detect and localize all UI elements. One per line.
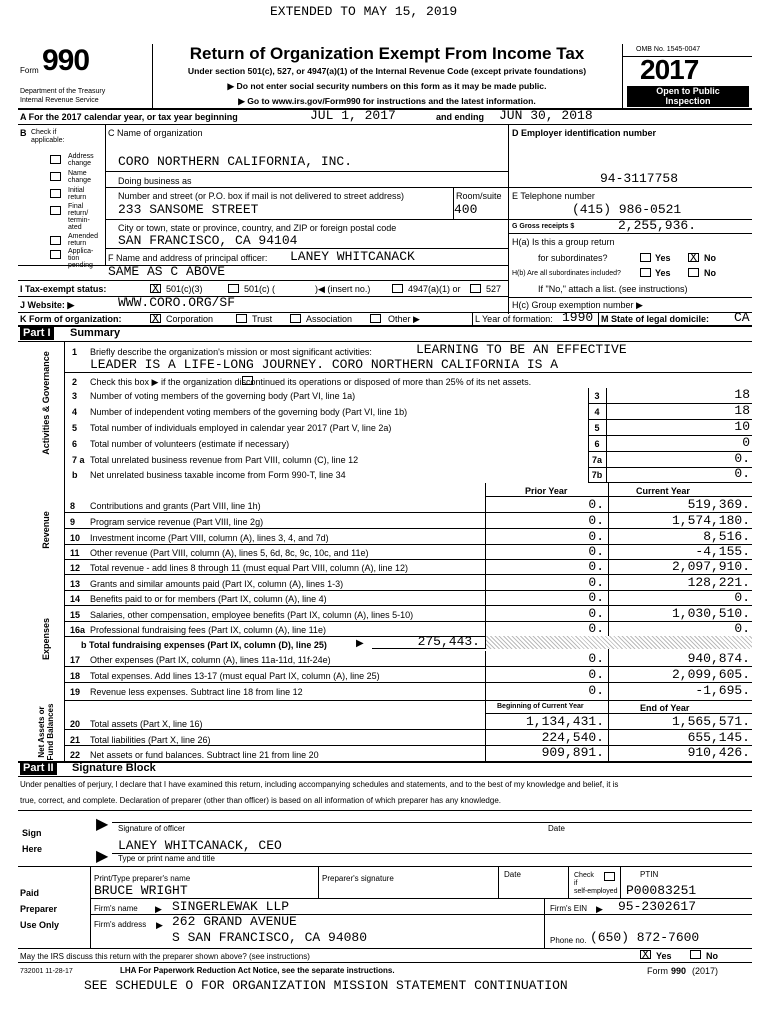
fin-line-current: 1,030,510.: [671, 606, 750, 621]
application-pending-label: Applica- tion pending: [68, 248, 94, 269]
sign-label: Sign: [22, 828, 42, 838]
lha-notice: LHA For Paperwork Reduction Act Notice, see the separate instructions.: [120, 966, 395, 975]
group-return-yes-label: Yes: [655, 253, 671, 263]
status-4947-checkbox[interactable]: [392, 284, 403, 293]
fin-line-num: 9: [70, 517, 76, 527]
subordinates-yes-label: Yes: [655, 268, 671, 278]
fin-line-label: Program service revenue (Part VIII, line 2g): [90, 517, 264, 527]
net-line-num: 22: [70, 750, 81, 760]
gov-line-box: 7b: [591, 470, 603, 480]
phone-no-label: Phone no.: [550, 936, 587, 945]
beg-year-header: Beginning of Current Year: [497, 703, 584, 710]
fin-line-prior: 0.: [588, 621, 604, 636]
gov-line-value: 18: [734, 403, 750, 418]
fin-line-num: 11: [70, 548, 80, 558]
footer-form-year: (2017): [692, 966, 719, 976]
net-line-end: 1,565,571.: [671, 714, 750, 729]
tax-exempt-status-label: I Tax-exempt status:: [20, 284, 107, 294]
form-number: 990: [42, 44, 90, 77]
and-ending-label: and ending: [436, 112, 484, 122]
other-org-checkbox[interactable]: [370, 314, 381, 323]
principal-officer: LANEY WHITCANACK: [290, 249, 415, 264]
fin-line-label: Grants and similar amounts paid (Part IX, column (A), lines 1-3): [90, 579, 344, 589]
dept-irs: Internal Revenue Service: [20, 97, 99, 104]
fin-line-num: 16a: [70, 625, 86, 635]
ssn-warning: ▶ Do not enter social security numbers on this form as it may be made public.: [227, 81, 547, 91]
year-formation-label: L Year of formation:: [475, 314, 553, 324]
net-line-end: 910,426.: [687, 745, 750, 760]
gov-line-value: 0: [742, 435, 750, 450]
fin-line-label: Benefits paid to or for members (Part IX, column (A), line 4): [90, 594, 327, 604]
fin-line-current: 128,221.: [687, 575, 750, 590]
form-title: Return of Organization Exempt From Income Tax: [189, 44, 585, 63]
net-line-label: Total liabilities (Part X, line 26): [90, 735, 211, 745]
address-arrow-icon: ▶: [156, 920, 163, 930]
fin-line-label: Contributions and grants (Part VIII, line 1h): [90, 501, 261, 511]
fin-line-prior: 0.: [588, 575, 604, 590]
trust-checkbox[interactable]: [236, 314, 247, 323]
state-domicile-label: M State of legal domicile:: [601, 314, 710, 324]
city-label: City or town, state or province, country, and ZIP or foreign postal code: [118, 223, 397, 233]
city-state-zip: SAN FRANCISCO, CA 94104: [118, 233, 298, 248]
preparer-ptin: P00083251: [626, 883, 697, 898]
status-501c3-label: 501(c)(3): [166, 284, 203, 294]
part2-tag: Part II: [20, 762, 57, 775]
fin-line-num: 8: [70, 501, 76, 511]
fin-line-num: 17: [70, 655, 81, 665]
corporation-checkbox[interactable]: X: [151, 312, 160, 326]
status-501c-checkbox[interactable]: [228, 284, 239, 293]
fin-line-num: 12: [70, 563, 81, 573]
fin-line-label: Total expenses. Add lines 13-17 (must equal Part IX, column (A), line 25): [90, 671, 380, 681]
fin-line-num: 10: [70, 533, 81, 543]
initial-return-label: Initial return: [68, 187, 87, 201]
mission-line1: LEARNING TO BE AN EFFECTIVE: [416, 342, 627, 357]
signature-officer-label: Signature of officer: [118, 824, 186, 833]
fin-line-num: 19: [70, 687, 81, 697]
irs-link: ▶ Go to www.irs.gov/Form990 for instructions and the latest information.: [238, 96, 536, 106]
net-line-label: Total assets (Part X, line 16): [90, 719, 203, 729]
gov-line-value: 0.: [734, 466, 750, 481]
officer-address: SAME AS C ABOVE: [108, 264, 226, 279]
fin-line-prior: 0.: [588, 667, 604, 682]
side-label-net-assets: Net Assets or Fund Balances: [37, 703, 55, 761]
preparer-name: BRUCE WRIGHT: [94, 883, 188, 898]
state-domicile: CA: [734, 310, 750, 325]
dba-label: Doing business as: [118, 176, 192, 186]
website-value: WWW.CORO.ORG/SF: [118, 295, 236, 310]
part1-title: Summary: [70, 327, 121, 339]
fin-line-current: -4,155.: [695, 544, 750, 559]
gov-line-label: Number of voting members of the governing body (Part VI, line 1a): [90, 391, 356, 401]
use-only-label: Use Only: [20, 920, 60, 930]
footer-form-number: 990: [671, 966, 687, 976]
fin-line-label: Revenue less expenses. Subtract line 18 from line 12: [90, 687, 303, 697]
fin-line-num: 18: [70, 671, 81, 681]
fin-line-label: Salaries, other compensation, employee benefits (Part IX, column (A), lines 5-10): [90, 610, 414, 620]
association-checkbox[interactable]: [290, 314, 301, 323]
subordinates-yes-checkbox[interactable]: [640, 268, 651, 277]
firm-ein: 95-2302617: [618, 899, 697, 914]
preparer-name-label: Print/Type preparer's name: [94, 874, 191, 883]
discuss-no-checkbox[interactable]: [690, 950, 701, 959]
gov-line-value: 18: [734, 387, 750, 402]
year-formation: 1990: [562, 310, 594, 325]
fin-line-label: Investment income (Part VIII, column (A), lines 3, 4, and 7d): [90, 533, 329, 543]
street-address: 233 SANSOME STREET: [118, 202, 259, 217]
application-pending-checkbox[interactable]: [50, 250, 61, 259]
form-code: 732001 11-28-17: [20, 968, 73, 975]
fin-line-prior: 0.: [588, 606, 604, 621]
website-label: J Website: ▶: [20, 300, 75, 310]
extension-note: EXTENDED TO MAY 15, 2019: [270, 4, 458, 19]
line1-label: Briefly describe the organization's mission or most significant activities:: [90, 347, 372, 357]
discontinued-checkbox[interactable]: [242, 376, 253, 385]
preparer-label: Preparer: [20, 904, 58, 914]
part2-title: Signature Block: [72, 762, 156, 774]
fin-line-prior: 0.: [588, 590, 604, 605]
fin-line-prior: 0.: [588, 497, 604, 512]
side-label-governance: Activities & Governance: [41, 351, 51, 455]
ein-label: D Employer identification number: [512, 128, 657, 138]
name-change-checkbox[interactable]: [50, 172, 61, 181]
net-line-end: 655,145.: [687, 730, 750, 745]
fin-line-num: 15: [70, 610, 81, 620]
sign-arrow-icon: ▶: [96, 816, 109, 833]
gov-line-box: 3: [594, 391, 600, 401]
tax-year-begin: JUL 1, 2017: [310, 108, 396, 123]
status-527-checkbox[interactable]: [470, 284, 481, 293]
other-org-label: Other ▶: [388, 314, 420, 324]
org-name: CORO NORTHERN CALIFORNIA, INC.: [118, 154, 353, 169]
fin-line-current: 2,099,605.: [671, 667, 750, 682]
subordinates-included-label: H(b) Are all subordinates included?: [512, 270, 621, 277]
subordinates-no-checkbox[interactable]: [688, 268, 699, 277]
line2-label: Check this box ▶ if the organization discontinued its operations or disposed of more than 25% of its net assets.: [90, 377, 532, 387]
gov-line-label: Net unrelated business taxable income from Form 990-T, line 34: [90, 470, 346, 480]
discuss-label: May the IRS discuss this return with the preparer shown above? (see instructions): [20, 952, 310, 961]
tax-year-end: JUN 30, 2018: [499, 108, 593, 123]
name-arrow-icon: ▶: [96, 848, 109, 865]
firm-arrow-icon: ▶: [155, 904, 162, 914]
gov-line-label: Total unrelated business revenue from Part VIII, column (C), line 12: [90, 455, 359, 465]
status-501c-label: 501(c) (: [244, 284, 276, 294]
side-label-expenses: Expenses: [41, 617, 51, 661]
fin-line-prior: 0.: [588, 683, 604, 698]
paid-label: Paid: [20, 888, 40, 898]
tax-year: 2017: [640, 54, 699, 85]
gov-line-num: b: [72, 470, 78, 480]
address-change-checkbox[interactable]: [50, 155, 61, 164]
self-employed-label: self-employed: [574, 888, 618, 895]
discuss-yes-label: Yes: [656, 951, 672, 961]
firm-address-2: S SAN FRANCISCO, CA 94080: [172, 930, 368, 945]
current-year-header: Current Year: [636, 486, 690, 496]
group-return-no-label: No: [704, 253, 716, 263]
gov-line-num: 4: [72, 407, 78, 417]
fin-line-num: 14: [70, 594, 81, 604]
gov-line-label: Total number of volunteers (estimate if necessary): [90, 439, 290, 449]
fin-line-label: Total revenue - add lines 8 through 11 (must equal Part VIII, column (A), line 12): [90, 563, 408, 573]
fin-line-label: Professional fundraising fees (Part IX, column (A), line 11e): [90, 625, 326, 635]
arrow-icon: ▶: [356, 638, 364, 649]
line2-num: 2: [72, 377, 78, 387]
status-4947-label: 4947(a)(1) or: [408, 284, 461, 294]
firm-address-1: 262 GRAND AVENUE: [172, 914, 297, 929]
fin-line-current: 8,516.: [703, 529, 750, 544]
if-label: if: [574, 880, 578, 887]
corporation-label: Corporation: [166, 314, 214, 324]
firm-name-label: Firm's name: [94, 904, 138, 913]
gross-receipts: 2,255,936.: [618, 218, 697, 233]
officer-name-title: LANEY WHITCANACK, CEO: [118, 838, 282, 853]
gov-line-num: 7 a: [72, 455, 85, 465]
gross-receipts-label: G Gross receipts $: [512, 223, 575, 230]
gov-line-value: 10: [734, 419, 750, 434]
room-label: Room/suite: [456, 191, 502, 201]
phone-value: (415) 986-0521: [572, 202, 682, 217]
gov-line-box: 4: [594, 407, 600, 417]
line1-num: 1: [72, 347, 78, 357]
net-line-label: Net assets or fund balances. Subtract line 21 from line 20: [90, 750, 319, 760]
fin-line-prior: 0.: [588, 544, 604, 559]
for-subordinates-label: for subordinates?: [538, 253, 608, 263]
penalty-text-1: Under penalties of perjury, I declare that I have examined this return, including accompanying schedules and statements, and to the best of my knowledge and belief, it is: [20, 780, 619, 789]
fin-line-current: 0.: [734, 621, 750, 636]
firm-ein-label: Firm's EIN: [550, 904, 588, 913]
ein-value: 94-3117758: [600, 171, 679, 186]
insert-no-label: )◀ (insert no.): [315, 284, 371, 294]
group-exemption-label: H(c) Group exemption number ▶: [512, 300, 643, 310]
firm-address-label: Firm's address: [94, 920, 147, 929]
group-return-yes-checkbox[interactable]: [640, 253, 651, 262]
fundraising-total: 275,443.: [417, 634, 480, 649]
gov-line-label: Total number of individuals employed in calendar year 2017 (Part V, line 2a): [90, 423, 392, 433]
gov-line-box: 6: [594, 439, 600, 449]
fin-line-current: 0.: [734, 590, 750, 605]
fin-line-prior: 0.: [588, 529, 604, 544]
room-suite: 400: [454, 202, 478, 217]
ein-arrow-icon: ▶: [596, 904, 603, 914]
gov-line-box: 7a: [591, 455, 602, 465]
net-line-beg: 1,134,431.: [525, 714, 604, 729]
end-year-header: End of Year: [640, 703, 690, 713]
penalty-text-2: true, correct, and complete. Declaration of preparer (other than officer) is based on all information of which preparer has any knowledge.: [20, 796, 501, 805]
final-return-checkbox[interactable]: [50, 206, 61, 215]
inspection: Inspection: [665, 96, 711, 106]
net-line-beg: 224,540.: [541, 730, 604, 745]
gov-line-num: 6: [72, 439, 78, 449]
fin-line-num: 13: [70, 579, 81, 589]
fin-line-prior: 0.: [588, 651, 604, 666]
form-subtitle: Under section 501(c), 527, or 4947(a)(1) of the Internal Revenue Code (except private foundations): [187, 66, 587, 76]
applicable-label: applicable:: [31, 137, 65, 144]
status-501c3-checkbox[interactable]: X: [151, 282, 160, 296]
status-527-label: 527: [486, 284, 502, 294]
org-name-label: C Name of organization: [108, 128, 203, 138]
footer-form-word: Form: [647, 966, 668, 976]
subordinates-no-label: No: [704, 268, 716, 278]
fin-line-current: 940,874.: [687, 651, 750, 666]
fin-line-current: 519,369.: [687, 497, 750, 512]
here-label: Here: [22, 844, 43, 854]
ptin-label: PTIN: [640, 870, 659, 879]
net-line-beg: 909,891.: [541, 745, 604, 760]
fin-line-prior: 0.: [588, 559, 604, 574]
name-change-label: Name change: [68, 170, 91, 184]
association-label: Association: [306, 314, 353, 324]
check-label: Check: [574, 872, 594, 879]
address-change-label: Address change: [68, 153, 94, 167]
line16b-label: b Total fundraising expenses (Part IX, column (D), line 25): [81, 640, 327, 650]
form-label: Form: [20, 66, 39, 75]
preparer-phone: (650) 872-7600: [590, 930, 700, 945]
part1-tag: Part I: [20, 327, 54, 340]
dept-treasury: Department of the Treasury: [20, 88, 106, 95]
prior-year-header: Prior Year: [525, 486, 568, 496]
fin-line-prior: 0.: [588, 513, 604, 528]
attach-list-note: If "No," attach a list. (see instructions): [538, 284, 688, 294]
gov-line-num: 3: [72, 391, 78, 401]
gov-line-box: 5: [594, 423, 600, 433]
gov-line-value: 0.: [734, 451, 750, 466]
trust-label: Trust: [252, 314, 273, 324]
street-label: Number and street (or P.O. box if mail is not delivered to street address): [118, 191, 404, 201]
sign-date-label: Date: [548, 824, 565, 833]
type-name-label: Type or print name and title: [118, 854, 215, 863]
amended-return-label: Amended return: [68, 233, 98, 247]
side-label-revenue: Revenue: [41, 511, 51, 549]
gov-line-label: Number of independent voting members of the governing body (Part VI, line 1b): [90, 407, 408, 417]
amended-return-checkbox[interactable]: [50, 236, 61, 245]
gov-line-num: 5: [72, 423, 78, 433]
final-return-label: Final return/ termin- ated: [68, 203, 90, 231]
preparer-signature-label: Preparer's signature: [322, 874, 394, 883]
line-a-label: A For the 2017 calendar year, or tax year beginning: [20, 112, 238, 122]
fin-line-current: -1,695.: [695, 683, 750, 698]
self-employed-checkbox[interactable]: [604, 872, 615, 881]
open-public: Open to Public: [656, 86, 720, 96]
fin-line-label: Other revenue (Part VIII, column (A), lines 5, 6d, 8c, 9c, 10c, and 11e): [90, 548, 369, 558]
group-return-no-checkbox[interactable]: X: [689, 251, 698, 265]
mission-line2: LEADER IS A LIFE-LONG JOURNEY. CORO NORTHERN CALIFORNIA IS A: [90, 357, 559, 372]
check-if-label: Check if: [31, 129, 57, 136]
discuss-yes-checkbox[interactable]: X: [641, 948, 650, 962]
discuss-no-label: No: [706, 951, 718, 961]
schedule-o-note: SEE SCHEDULE O FOR ORGANIZATION MISSION STATEMENT CONTINUATION: [84, 978, 568, 993]
section-b-label: B: [20, 128, 27, 138]
omb-number: OMB No. 1545-0047: [636, 46, 701, 53]
net-line-num: 20: [70, 719, 81, 729]
fin-line-label: Other expenses (Part IX, column (A), lines 11a-11d, 11f-24e): [90, 655, 331, 665]
fin-line-current: 1,574,180.: [671, 513, 750, 528]
firm-name: SINGERLEWAK LLP: [172, 899, 290, 914]
phone-label: E Telephone number: [512, 191, 595, 201]
group-return-label: H(a) Is this a group return: [512, 237, 615, 247]
fin-line-current: 2,097,910.: [671, 559, 750, 574]
net-line-num: 21: [70, 735, 81, 745]
initial-return-checkbox[interactable]: [50, 189, 61, 198]
form-of-org-label: K Form of organization:: [20, 314, 122, 324]
preparer-date-label: Date: [504, 870, 521, 879]
principal-officer-label: F Name and address of principal officer:: [108, 253, 268, 263]
